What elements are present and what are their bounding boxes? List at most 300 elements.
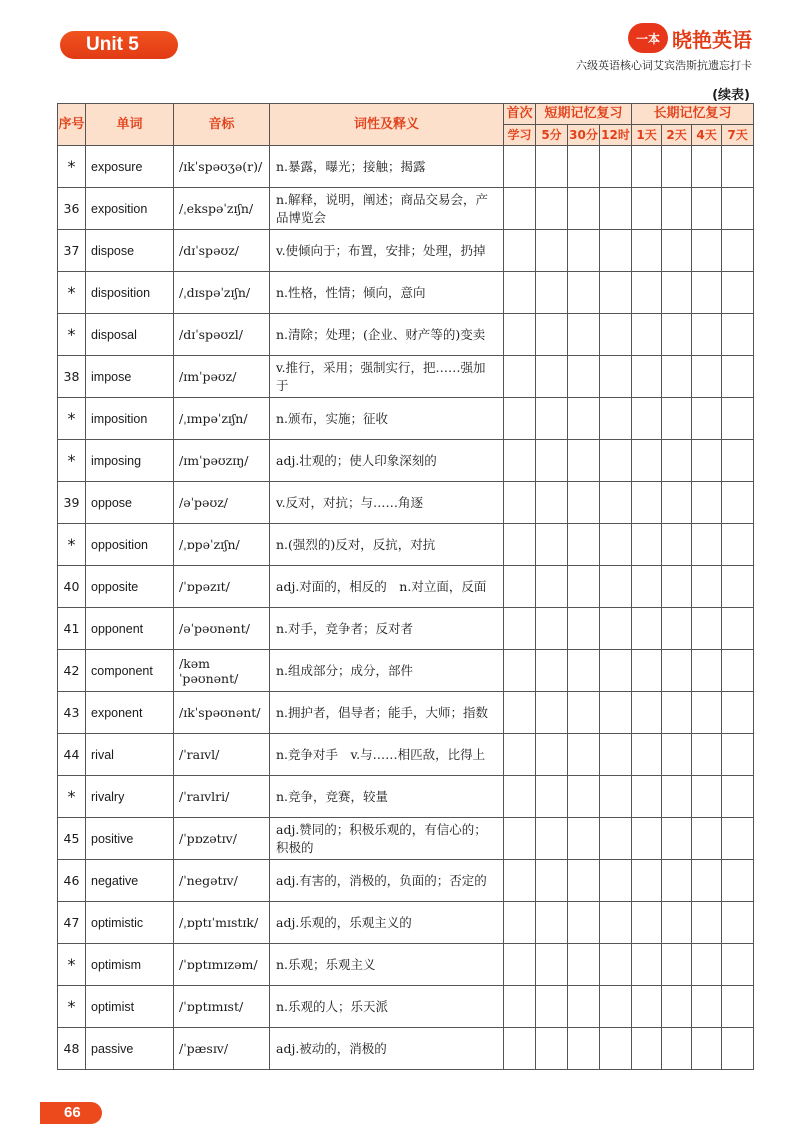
- row-phonetic: /ˌekspəˈzɪʃn/: [174, 188, 270, 230]
- check-30min[interactable]: [568, 650, 600, 692]
- check-4d[interactable]: [692, 902, 722, 944]
- row-definition: n.竞争，竞赛，较量: [270, 776, 504, 818]
- header-definition: 词性及释义: [270, 104, 504, 146]
- row-definition: adj.乐观的，乐观主义的: [270, 902, 504, 944]
- row-word: passive: [86, 1028, 174, 1070]
- row-word: oppose: [86, 482, 174, 524]
- check-1d[interactable]: [632, 986, 662, 1028]
- check-2d[interactable]: [662, 650, 692, 692]
- check-1d[interactable]: [632, 818, 662, 860]
- row-phonetic: /kəmˈpəʊnənt/: [174, 650, 270, 692]
- row-word: component: [86, 650, 174, 692]
- row-definition: adj.有害的，消极的，负面的；否定的: [270, 860, 504, 902]
- check-7d[interactable]: [722, 986, 754, 1028]
- check-first-study[interactable]: [504, 608, 536, 650]
- row-word: disposal: [86, 314, 174, 356]
- check-7d[interactable]: [722, 776, 754, 818]
- check-first-study[interactable]: [504, 188, 536, 230]
- check-2d[interactable]: [662, 986, 692, 1028]
- row-number: *: [58, 146, 86, 188]
- check-2d[interactable]: [662, 146, 692, 188]
- check-12h[interactable]: [600, 650, 632, 692]
- check-30min[interactable]: [568, 986, 600, 1028]
- check-5min[interactable]: [536, 566, 568, 608]
- unit-badge: Unit 5: [60, 31, 178, 59]
- row-number: *: [58, 398, 86, 440]
- check-5min[interactable]: [536, 650, 568, 692]
- check-first-study[interactable]: [504, 986, 536, 1028]
- check-30min[interactable]: [568, 944, 600, 986]
- check-1d[interactable]: [632, 146, 662, 188]
- header-num: 序号: [58, 104, 86, 146]
- header-word: 单词: [86, 104, 174, 146]
- check-5min[interactable]: [536, 524, 568, 566]
- row-definition: n.竞争对手 v.与……相匹敌，比得上: [270, 734, 504, 776]
- row-number: *: [58, 776, 86, 818]
- check-12h[interactable]: [600, 566, 632, 608]
- row-number: 45: [58, 818, 86, 860]
- check-5min[interactable]: [536, 776, 568, 818]
- check-first-study[interactable]: [504, 902, 536, 944]
- check-2d[interactable]: [662, 1028, 692, 1070]
- check-30min[interactable]: [568, 146, 600, 188]
- brand: [628, 20, 752, 56]
- check-30min[interactable]: [568, 356, 600, 398]
- check-4d[interactable]: [692, 608, 722, 650]
- check-30min[interactable]: [568, 692, 600, 734]
- check-1d[interactable]: [632, 398, 662, 440]
- check-1d[interactable]: [632, 902, 662, 944]
- check-2d[interactable]: [662, 608, 692, 650]
- row-definition: n.乐观；乐观主义: [270, 944, 504, 986]
- row-definition: v.反对，对抗；与……角逐: [270, 482, 504, 524]
- check-2d[interactable]: [662, 692, 692, 734]
- table-row: [58, 314, 754, 356]
- check-7d[interactable]: [722, 188, 754, 230]
- vocab-table-body: [58, 146, 754, 1070]
- check-7d[interactable]: [722, 860, 754, 902]
- check-5min[interactable]: [536, 902, 568, 944]
- check-4d[interactable]: [692, 524, 722, 566]
- table-row: [58, 1028, 754, 1070]
- check-12h[interactable]: [600, 608, 632, 650]
- check-1d[interactable]: [632, 188, 662, 230]
- check-5min[interactable]: [536, 860, 568, 902]
- check-30min[interactable]: [568, 776, 600, 818]
- check-12h[interactable]: [600, 1028, 632, 1070]
- check-4d[interactable]: [692, 398, 722, 440]
- check-2d[interactable]: [662, 524, 692, 566]
- check-4d[interactable]: [692, 188, 722, 230]
- row-phonetic: /dɪˈspəʊzl/: [174, 314, 270, 356]
- row-word: opposition: [86, 524, 174, 566]
- check-12h[interactable]: [600, 944, 632, 986]
- table-row: [58, 398, 754, 440]
- check-2d[interactable]: [662, 482, 692, 524]
- check-1d[interactable]: [632, 650, 662, 692]
- check-12h[interactable]: [600, 986, 632, 1028]
- table-row: [58, 734, 754, 776]
- check-30min[interactable]: [568, 818, 600, 860]
- check-5min[interactable]: [536, 188, 568, 230]
- vocab-table: [57, 103, 754, 1070]
- check-1d[interactable]: [632, 230, 662, 272]
- row-word: imposition: [86, 398, 174, 440]
- check-5min[interactable]: [536, 356, 568, 398]
- header-phonetic: 音标: [174, 104, 270, 146]
- check-7d[interactable]: [722, 314, 754, 356]
- row-definition: v.使倾向于；布置，安排；处理，扔掉: [270, 230, 504, 272]
- row-definition: n.性格，性情；倾向，意向: [270, 272, 504, 314]
- check-4d[interactable]: [692, 314, 722, 356]
- check-first-study[interactable]: [504, 776, 536, 818]
- check-12h[interactable]: [600, 272, 632, 314]
- row-phonetic: /ˈraɪvl/: [174, 734, 270, 776]
- row-word: disposition: [86, 272, 174, 314]
- check-first-study[interactable]: [504, 440, 536, 482]
- header-short-term: 短期记忆复习: [536, 104, 632, 125]
- check-5min[interactable]: [536, 818, 568, 860]
- check-4d[interactable]: [692, 356, 722, 398]
- check-7d[interactable]: [722, 398, 754, 440]
- row-number: 40: [58, 566, 86, 608]
- check-7d[interactable]: [722, 944, 754, 986]
- row-phonetic: /ɪkˈspəʊnənt/: [174, 692, 270, 734]
- check-5min[interactable]: [536, 986, 568, 1028]
- table-row: [58, 986, 754, 1028]
- row-definition: adj.壮观的；使人印象深刻的: [270, 440, 504, 482]
- row-word: positive: [86, 818, 174, 860]
- check-first-study[interactable]: [504, 272, 536, 314]
- check-12h[interactable]: [600, 146, 632, 188]
- check-5min[interactable]: [536, 440, 568, 482]
- row-number: *: [58, 440, 86, 482]
- table-row: [58, 692, 754, 734]
- check-30min[interactable]: [568, 524, 600, 566]
- check-4d[interactable]: [692, 944, 722, 986]
- check-first-study[interactable]: [504, 650, 536, 692]
- check-2d[interactable]: [662, 314, 692, 356]
- check-5min[interactable]: [536, 146, 568, 188]
- table-row: [58, 230, 754, 272]
- check-4d[interactable]: [692, 230, 722, 272]
- check-1d[interactable]: [632, 314, 662, 356]
- check-5min[interactable]: [536, 1028, 568, 1070]
- check-5min[interactable]: [536, 230, 568, 272]
- check-12h[interactable]: [600, 902, 632, 944]
- check-first-study[interactable]: [504, 314, 536, 356]
- check-first-study[interactable]: [504, 230, 536, 272]
- check-2d[interactable]: [662, 398, 692, 440]
- table-row: [58, 776, 754, 818]
- row-number: 42: [58, 650, 86, 692]
- row-number: *: [58, 314, 86, 356]
- row-word: exposition: [86, 188, 174, 230]
- check-30min[interactable]: [568, 272, 600, 314]
- row-definition: n.乐观的人；乐天派: [270, 986, 504, 1028]
- page-number: 66: [40, 1102, 102, 1124]
- brand-name: 晓艳英语: [672, 27, 752, 52]
- table-row: [58, 566, 754, 608]
- header-short-5min: 5分: [536, 125, 568, 146]
- check-30min[interactable]: [568, 734, 600, 776]
- row-word: opponent: [86, 608, 174, 650]
- check-7d[interactable]: [722, 440, 754, 482]
- row-phonetic: /ɪmˈpəʊz/: [174, 356, 270, 398]
- check-30min[interactable]: [568, 188, 600, 230]
- table-row: [58, 608, 754, 650]
- check-first-study[interactable]: [504, 818, 536, 860]
- check-first-study[interactable]: [504, 524, 536, 566]
- row-number: 37: [58, 230, 86, 272]
- check-4d[interactable]: [692, 440, 722, 482]
- check-4d[interactable]: [692, 776, 722, 818]
- check-first-study[interactable]: [504, 566, 536, 608]
- row-phonetic: /ˈraɪvlri/: [174, 776, 270, 818]
- row-word: opposite: [86, 566, 174, 608]
- check-1d[interactable]: [632, 608, 662, 650]
- row-definition: n.清除；处理；(企业、财产等的)变卖: [270, 314, 504, 356]
- check-first-study[interactable]: [504, 398, 536, 440]
- check-5min[interactable]: [536, 482, 568, 524]
- check-2d[interactable]: [662, 566, 692, 608]
- check-2d[interactable]: [662, 230, 692, 272]
- check-30min[interactable]: [568, 902, 600, 944]
- check-1d[interactable]: [632, 566, 662, 608]
- check-5min[interactable]: [536, 272, 568, 314]
- check-7d[interactable]: [722, 482, 754, 524]
- row-number: 38: [58, 356, 86, 398]
- row-definition: adj.被动的，消极的: [270, 1028, 504, 1070]
- table-row: [58, 860, 754, 902]
- row-definition: adj.对面的，相反的 n.对立面，反面: [270, 566, 504, 608]
- check-12h[interactable]: [600, 692, 632, 734]
- check-7d[interactable]: [722, 566, 754, 608]
- table-row: [58, 524, 754, 566]
- check-first-study[interactable]: [504, 146, 536, 188]
- check-7d[interactable]: [722, 608, 754, 650]
- row-number: 36: [58, 188, 86, 230]
- check-30min[interactable]: [568, 314, 600, 356]
- check-30min[interactable]: [568, 566, 600, 608]
- check-first-study[interactable]: [504, 860, 536, 902]
- check-5min[interactable]: [536, 734, 568, 776]
- check-12h[interactable]: [600, 860, 632, 902]
- check-4d[interactable]: [692, 566, 722, 608]
- header-long-4d: 4天: [692, 125, 722, 146]
- check-12h[interactable]: [600, 524, 632, 566]
- check-5min[interactable]: [536, 944, 568, 986]
- check-12h[interactable]: [600, 734, 632, 776]
- row-definition: n.组成部分；成分，部件: [270, 650, 504, 692]
- table-row: [58, 272, 754, 314]
- check-2d[interactable]: [662, 734, 692, 776]
- row-number: 48: [58, 1028, 86, 1070]
- check-4d[interactable]: [692, 818, 722, 860]
- table-row: [58, 440, 754, 482]
- row-phonetic: /ˌɒptɪˈmɪstɪk/: [174, 902, 270, 944]
- check-first-study[interactable]: [504, 482, 536, 524]
- check-1d[interactable]: [632, 776, 662, 818]
- check-1d[interactable]: [632, 734, 662, 776]
- check-7d[interactable]: [722, 650, 754, 692]
- check-2d[interactable]: [662, 944, 692, 986]
- row-phonetic: /ˈnegətɪv/: [174, 860, 270, 902]
- row-word: exponent: [86, 692, 174, 734]
- row-word: imposing: [86, 440, 174, 482]
- check-7d[interactable]: [722, 356, 754, 398]
- check-12h[interactable]: [600, 482, 632, 524]
- check-12h[interactable]: [600, 440, 632, 482]
- row-phonetic: /ˈɒpəzɪt/: [174, 566, 270, 608]
- row-word: impose: [86, 356, 174, 398]
- header-first-study-bottom: 学习: [504, 125, 536, 146]
- check-4d[interactable]: [692, 1028, 722, 1070]
- check-7d[interactable]: [722, 1028, 754, 1070]
- check-2d[interactable]: [662, 272, 692, 314]
- check-5min[interactable]: [536, 314, 568, 356]
- row-definition: n.解释，说明，阐述；商品交易会，产品博览会: [270, 188, 504, 230]
- check-1d[interactable]: [632, 356, 662, 398]
- check-first-study[interactable]: [504, 944, 536, 986]
- check-12h[interactable]: [600, 398, 632, 440]
- row-phonetic: /ˈpæsɪv/: [174, 1028, 270, 1070]
- check-1d[interactable]: [632, 944, 662, 986]
- row-word: optimist: [86, 986, 174, 1028]
- check-4d[interactable]: [692, 650, 722, 692]
- row-phonetic: /ˌdɪspəˈzɪʃn/: [174, 272, 270, 314]
- check-12h[interactable]: [600, 188, 632, 230]
- row-definition: adj.赞同的；积极乐观的，有信心的；积极的: [270, 818, 504, 860]
- row-definition: n.暴露，曝光；接触；揭露: [270, 146, 504, 188]
- check-7d[interactable]: [722, 272, 754, 314]
- check-7d[interactable]: [722, 902, 754, 944]
- check-5min[interactable]: [536, 692, 568, 734]
- check-2d[interactable]: [662, 860, 692, 902]
- check-12h[interactable]: [600, 230, 632, 272]
- check-30min[interactable]: [568, 608, 600, 650]
- check-30min[interactable]: [568, 230, 600, 272]
- check-5min[interactable]: [536, 608, 568, 650]
- check-4d[interactable]: [692, 734, 722, 776]
- header-long-1d: 1天: [632, 125, 662, 146]
- check-30min[interactable]: [568, 860, 600, 902]
- check-4d[interactable]: [692, 860, 722, 902]
- header-long-7d: 7天: [722, 125, 754, 146]
- header-long-2d: 2天: [662, 125, 692, 146]
- check-first-study[interactable]: [504, 692, 536, 734]
- check-4d[interactable]: [692, 482, 722, 524]
- row-phonetic: /ˈɒptɪmɪst/: [174, 986, 270, 1028]
- table-row: [58, 650, 754, 692]
- row-number: *: [58, 272, 86, 314]
- row-word: negative: [86, 860, 174, 902]
- row-phonetic: /dɪˈspəʊz/: [174, 230, 270, 272]
- row-number: 43: [58, 692, 86, 734]
- check-4d[interactable]: [692, 986, 722, 1028]
- check-1d[interactable]: [632, 1028, 662, 1070]
- row-phonetic: /ˈpɒzətɪv/: [174, 818, 270, 860]
- row-number: *: [58, 524, 86, 566]
- check-1d[interactable]: [632, 482, 662, 524]
- check-30min[interactable]: [568, 440, 600, 482]
- check-7d[interactable]: [722, 230, 754, 272]
- row-definition: n.(强烈的)反对，反抗，对抗: [270, 524, 504, 566]
- row-phonetic: /ˌɒpəˈzɪʃn/: [174, 524, 270, 566]
- check-2d[interactable]: [662, 902, 692, 944]
- check-7d[interactable]: [722, 524, 754, 566]
- row-number: 46: [58, 860, 86, 902]
- header-short-30min: 30分: [568, 125, 600, 146]
- table-row: [58, 902, 754, 944]
- header-short-12h: 12时: [600, 125, 632, 146]
- check-1d[interactable]: [632, 860, 662, 902]
- check-12h[interactable]: [600, 356, 632, 398]
- check-first-study[interactable]: [504, 1028, 536, 1070]
- row-word: rivalry: [86, 776, 174, 818]
- row-phonetic: /ɪmˈpəʊzɪŋ/: [174, 440, 270, 482]
- check-2d[interactable]: [662, 440, 692, 482]
- row-word: optimism: [86, 944, 174, 986]
- row-number: *: [58, 986, 86, 1028]
- check-12h[interactable]: [600, 818, 632, 860]
- check-5min[interactable]: [536, 398, 568, 440]
- row-number: 39: [58, 482, 86, 524]
- page-subtitle: 六级英语核心词艾宾浩斯抗遗忘打卡: [576, 59, 752, 72]
- check-4d[interactable]: [692, 692, 722, 734]
- row-word: dispose: [86, 230, 174, 272]
- check-12h[interactable]: [600, 314, 632, 356]
- check-2d[interactable]: [662, 356, 692, 398]
- check-2d[interactable]: [662, 776, 692, 818]
- check-first-study[interactable]: [504, 356, 536, 398]
- row-number: 47: [58, 902, 86, 944]
- check-1d[interactable]: [632, 440, 662, 482]
- row-number: 41: [58, 608, 86, 650]
- check-1d[interactable]: [632, 272, 662, 314]
- check-12h[interactable]: [600, 776, 632, 818]
- table-row: [58, 818, 754, 860]
- check-1d[interactable]: [632, 692, 662, 734]
- check-30min[interactable]: [568, 398, 600, 440]
- row-phonetic: /əˈpəʊnənt/: [174, 608, 270, 650]
- row-definition: n.拥护者，倡导者；能手，大师；指数: [270, 692, 504, 734]
- check-30min[interactable]: [568, 1028, 600, 1070]
- table-row: [58, 482, 754, 524]
- check-7d[interactable]: [722, 734, 754, 776]
- check-30min[interactable]: [568, 482, 600, 524]
- check-7d[interactable]: [722, 146, 754, 188]
- check-2d[interactable]: [662, 818, 692, 860]
- row-word: rival: [86, 734, 174, 776]
- header-long-term: 长期记忆复习: [632, 104, 754, 125]
- row-phonetic: /ˈɒptɪmɪzəm/: [174, 944, 270, 986]
- check-first-study[interactable]: [504, 734, 536, 776]
- row-number: 44: [58, 734, 86, 776]
- check-1d[interactable]: [632, 524, 662, 566]
- check-7d[interactable]: [722, 818, 754, 860]
- row-phonetic: /ˌɪmpəˈzɪʃn/: [174, 398, 270, 440]
- check-4d[interactable]: [692, 272, 722, 314]
- row-phonetic: /əˈpəʊz/: [174, 482, 270, 524]
- row-word: exposure: [86, 146, 174, 188]
- check-2d[interactable]: [662, 188, 692, 230]
- table-row: [58, 146, 754, 188]
- row-definition: n.颁布，实施；征收: [270, 398, 504, 440]
- check-4d[interactable]: [692, 146, 722, 188]
- row-word: optimistic: [86, 902, 174, 944]
- check-7d[interactable]: [722, 692, 754, 734]
